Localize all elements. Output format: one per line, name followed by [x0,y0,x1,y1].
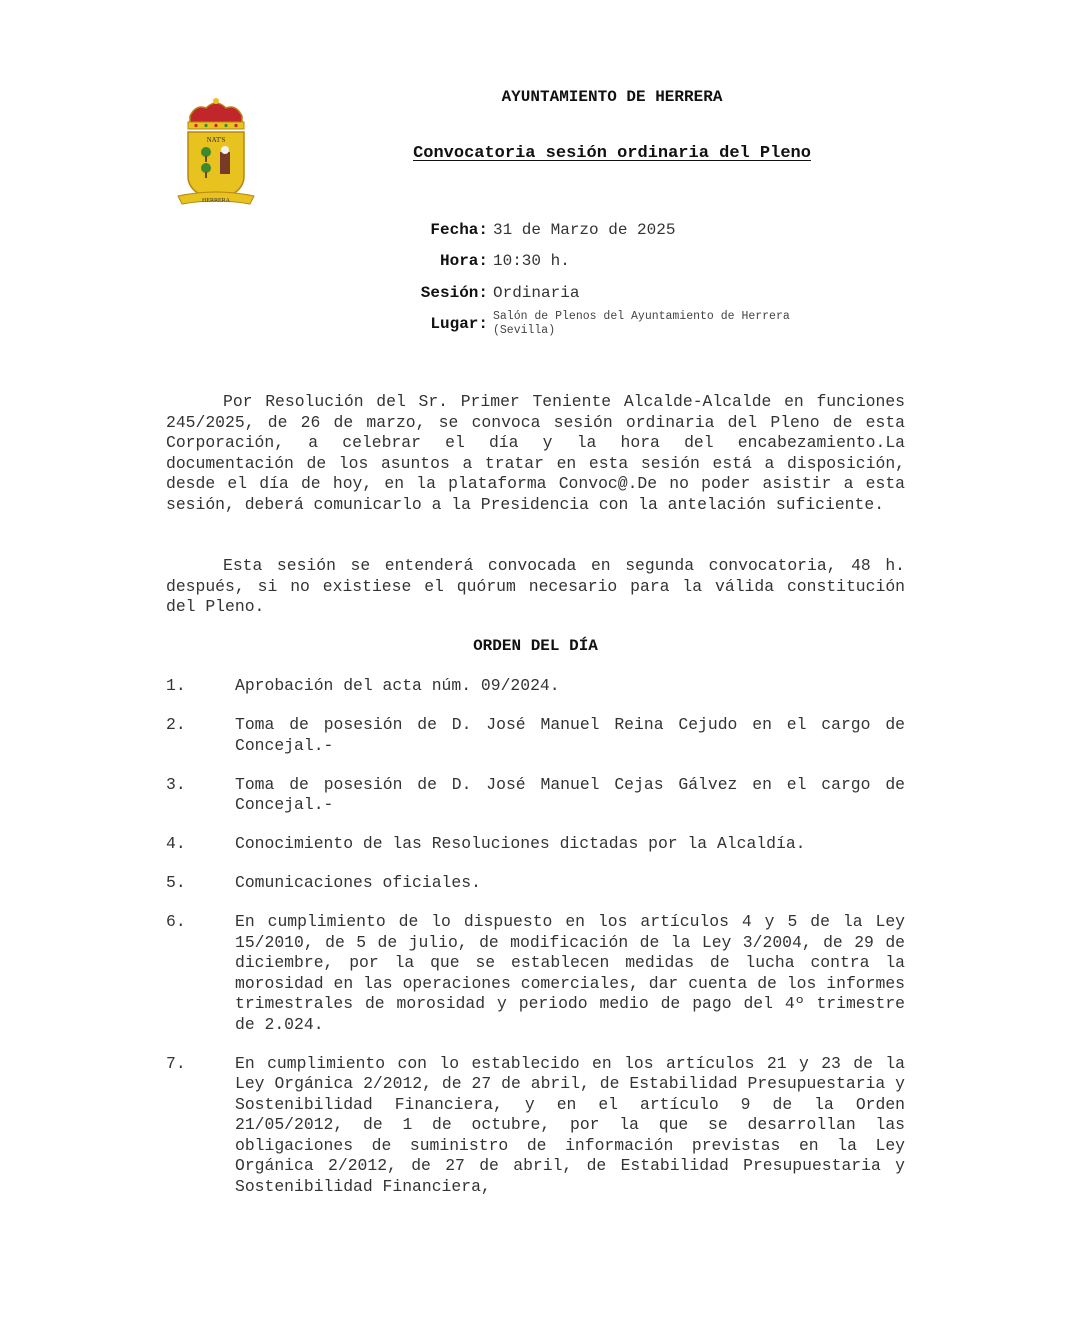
agenda-item-number: 5. [166,873,186,892]
agenda-item [166,912,905,1035]
meta-row-date [380,214,853,246]
session-value: Ordinaria [493,283,580,302]
agenda-item [166,1054,905,1198]
svg-text:NAT'S: NAT'S [206,136,226,144]
agenda-item-number: 7. [166,1053,186,1073]
place-value: Salón de Plenos del Ayuntamiento de Herrera (Sevilla) [493,310,790,338]
agenda-item-text: Comunicaciones oficiales. [235,873,481,892]
agenda-item-text: Aprobación del acta núm. 09/2024. [235,676,560,695]
agenda-item [166,715,905,756]
agenda-item-text: Toma de posesión de D. José Manuel Reina Cejudo en el cargo de Concejal.- [235,715,905,755]
agenda-item [166,676,905,697]
agenda-item-number: 4. [166,834,186,853]
date-value: 31 de Marzo de 2025 [493,220,676,239]
time-value: 10:30 h. [493,252,570,271]
document-title: Convocatoria sesión ordinaria del Pleno [413,144,811,163]
agenda-list [166,676,905,1216]
agenda-item-number: 1. [166,676,186,695]
meta-row-time [380,246,853,278]
place-label: Lugar: [430,315,488,334]
agenda-item-number: 6. [166,912,186,931]
session-label: Sesión: [420,283,488,302]
svg-text:HERRERA: HERRERA [201,198,231,204]
coat-of-arms-icon [176,96,256,212]
agenda-heading: ORDEN DEL DÍA [473,637,598,655]
convocation-paragraph: Por Resolución del Sr. Primer Teniente Alcalde-Alcalde en funciones 245/2025, de 26 de marzo, se convoca sesión ordinaria del Pleno de esta Corporación, a celebrar el día y la hora del encabezamiento.La documentación de los asuntos a tratar en esta sesión está a disposición, desde el día de hoy, en la plataforma Convoc@.De no poder asistir a esta sesión, deberá comunicarlo a la Presidencia con la antelación suficiente. [166,392,905,514]
time-label: Hora: [439,252,488,271]
agenda-item [166,873,905,894]
meta-row-session [380,277,853,309]
agenda-item-text: Conocimiento de las Resoluciones dictadas por la Alcaldía. [235,834,806,853]
agenda-item [166,775,905,816]
date-label: Fecha: [430,220,488,239]
agenda-item-number: 3. [166,774,186,794]
agenda-item-text: Toma de posesión de D. José Manuel Cejas Gálvez en el cargo de Concejal.- [235,774,905,814]
meta-row-place [380,309,853,341]
organization-name: AYUNTAMIENTO DE HERRERA [501,88,723,106]
agenda-item-text: En cumplimiento de lo dispuesto en los artículos 4 y 5 de la Ley 15/2010, de 5 de julio, de modificación de la Ley 3/2004, de 29 de diciembre, por la que se establecen medidas de lucha contra la morosidad en las operaciones comerciales, dar cuenta de los informes trimestrales de morosidad y periodo medio de pago del 4º trimestre de 2.024. [235,912,905,1034]
session-details [380,214,853,340]
agenda-item-number: 2. [166,715,186,734]
agenda-item-text: En cumplimiento con lo establecido en los artículos 21 y 23 de la Ley Orgánica 2/2012, de 27 de abril, de Estabilidad Presupuestaria y Sostenibilidad Financiera, y en el artículo 9 de la Orden 21/05/2012, de 1 de octubre, por la que se desarrollan las obligaciones de suministro de información previstas en la Ley Orgánica 2/2012, de 27 de abril, de Estabilidad Presupuestaria y Sostenibilidad Financiera, [235,1053,905,1196]
agenda-item [166,834,905,855]
second-call-paragraph: Esta sesión se entenderá convocada en segunda convocatoria, 48 h. después, si no existiese el quórum necesario para la válida constitución del Pleno. [166,556,905,616]
